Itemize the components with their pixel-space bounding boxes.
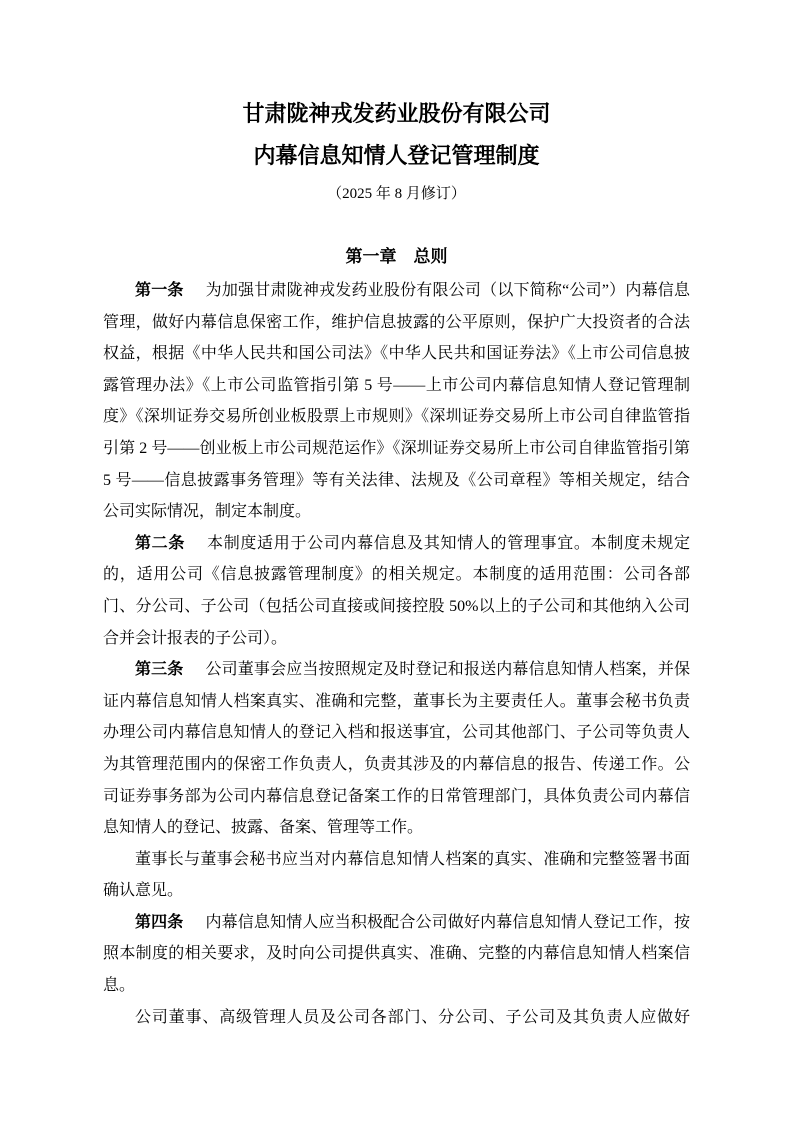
chapter-heading: 第一章 总则	[345, 247, 448, 266]
article-paragraph-2	[103, 528, 690, 654]
paragraph-text: 内幕信息知情人应当积极配合公司做好内幕信息知情人登记工作，按照本制度的相关要求，及时向公司提供真实、准确、完整的内幕信息知情人档案信息。	[103, 913, 690, 995]
article-number: 第四条	[135, 913, 184, 931]
article-paragraph-6	[103, 1002, 690, 1034]
article-number: 第二条	[135, 534, 186, 552]
article-number: 第一条	[135, 282, 184, 299]
paragraph-text: 为加强甘肃陇神戎发药业股份有限公司（以下简称“公司”）内幕信息管理，做好内幕信息保密工作，维护信息披露的公平原则，保护广大投资者的合法权益，根据《中华人民共和国公司法》《中华人民共和国证券法》《上市公司信息披露管理办法》《上市公司监管指引第 5 号——上市公司内幕信息知情人登记管理制度》《深圳证券交易所创业板股票上市规则》《深圳证券交易所上市公司自律监管指引第 2 号——创业板上市公司规范运作》《深圳证券交易所上市公司自律监管指引第 5 号——信息披露事务管理》等有关法律、法规及《公司章程》等相关规定，结合公司实际情况，制定本制度。	[103, 282, 690, 521]
paragraph-text: 董事长与董事会秘书应当对内幕信息知情人档案的真实、准确和完整签署书面确认意见。	[103, 850, 690, 900]
article-paragraph-1	[103, 275, 690, 528]
article-number: 第三条	[135, 661, 184, 679]
document-title-line2: 内幕信息知情人登记管理制度	[253, 143, 540, 168]
article-paragraph-5	[103, 907, 690, 1002]
paragraph-text: 公司董事会应当按照规定及时登记和报送内幕信息知情人档案，并保证内幕信息知情人档案真实、准确和完整，董事长为主要责任人。董事会秘书负责办理公司内幕信息知情人的登记入档和报送事宜，公司其他部门、子公司等负责人为其管理范围内的保密工作负责人，负责其涉及的内幕信息的报告、传递工作。公司证券事务部为公司内幕信息登记备案工作的日常管理部门，具体负责公司内幕信息知情人的登记、披露、备案、管理等工作。	[103, 661, 690, 837]
paragraph-text: 公司董事、高级管理人员及公司各部门、分公司、子公司及其负责人应做好	[135, 1008, 690, 1026]
document-title-line1: 甘肃陇神戎发药业股份有限公司	[242, 101, 551, 126]
revision-note: （2025 年 8 月修订）	[327, 186, 466, 202]
document-body	[103, 275, 690, 1033]
article-paragraph-4	[103, 844, 690, 907]
article-paragraph-3	[103, 654, 690, 844]
paragraph-text: 本制度适用于公司内幕信息及其知情人的管理事宜。本制度未规定的，适用公司《信息披露管理制度》的相关规定。本制度的适用范围：公司各部门、分公司、子公司（包括公司直接或间接控股 50%以上的子公司和其他纳入公司合并会计报表的子公司）。	[103, 534, 690, 647]
